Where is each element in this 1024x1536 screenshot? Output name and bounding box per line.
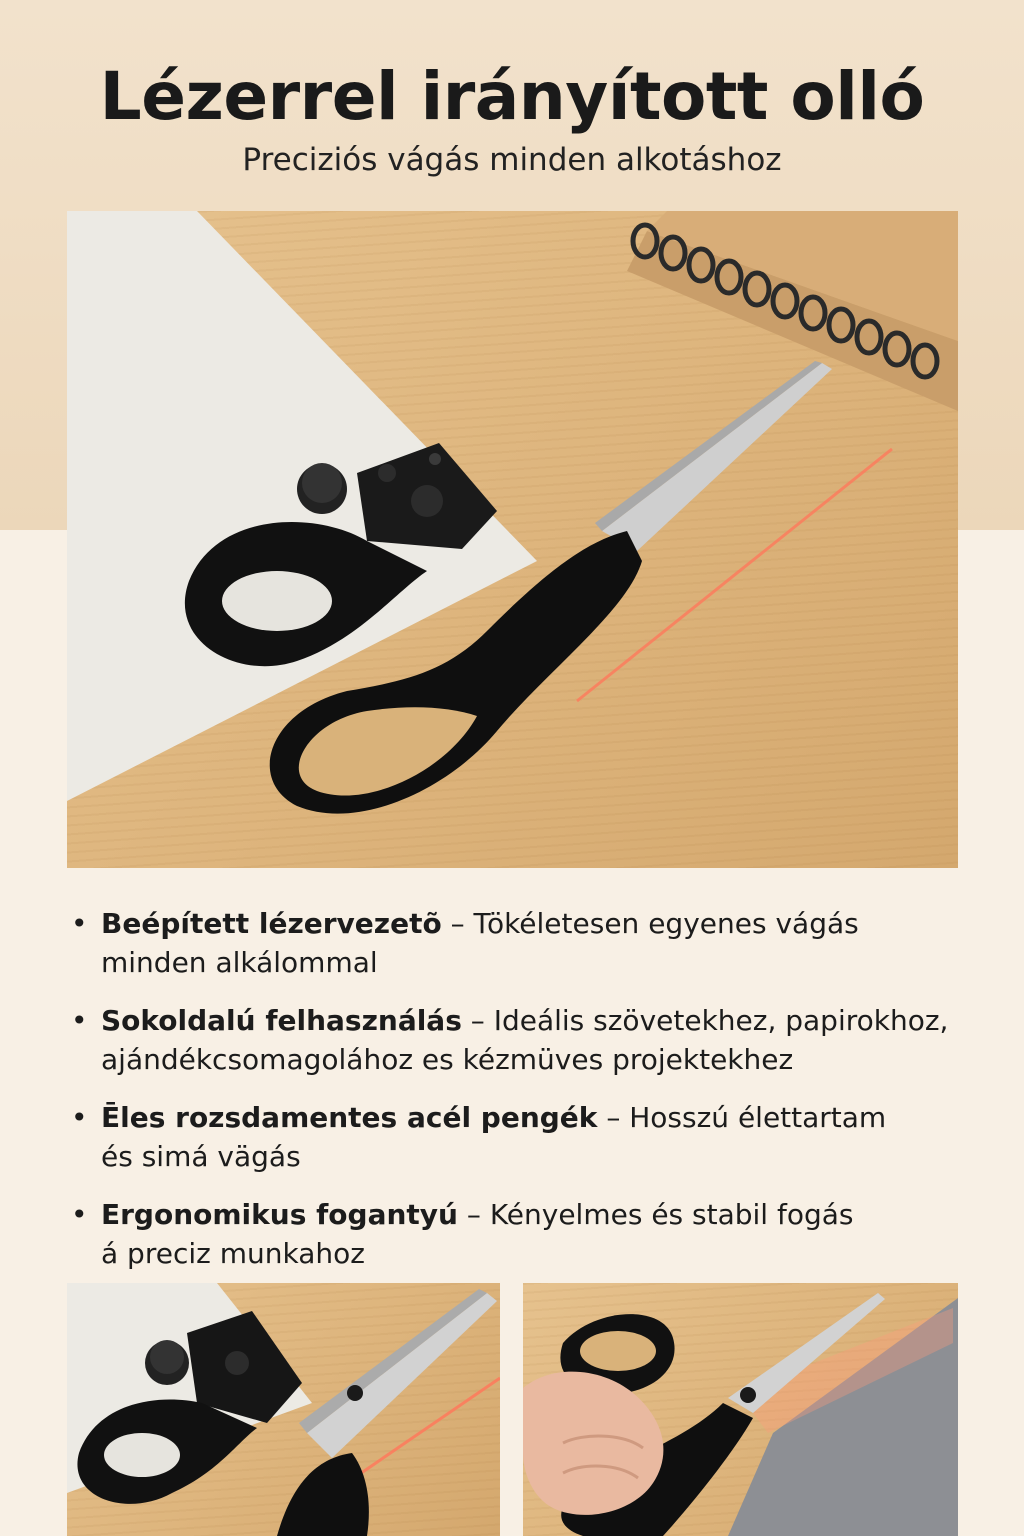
bullet-icon: •	[71, 907, 88, 940]
feature-list	[67, 904, 967, 1292]
feature-text-line2: minden alkálommal	[101, 946, 378, 979]
feature-title: Sokoldalú felhasználás	[101, 1004, 462, 1037]
page-title: Lézerrel irányított olló	[99, 58, 925, 135]
feature-title: Ergonomikus fogantyú	[101, 1198, 458, 1231]
bullet-icon: •	[71, 1198, 88, 1231]
detail-image-cutting-fabric	[523, 1283, 958, 1536]
main-product-image	[67, 211, 958, 868]
feature-item-steel-blades	[67, 1098, 967, 1176]
bullet-icon: •	[71, 1101, 88, 1134]
feature-item-versatile-use	[67, 1001, 967, 1079]
feature-title: Ēles rozsdamentes acél pengék	[101, 1101, 598, 1134]
feature-text-line1: Kényelmes és stabil fogás	[489, 1198, 854, 1231]
feature-item-ergonomic-handle	[67, 1195, 967, 1273]
feature-item-laser-guide	[67, 904, 967, 982]
bullet-icon: •	[71, 1004, 88, 1037]
feature-dash: –	[441, 907, 474, 940]
feature-dash: –	[458, 1198, 490, 1231]
feature-text-line2: és simá vägás	[101, 1140, 301, 1173]
feature-title: Beépített lézervezetõ	[101, 907, 442, 940]
feature-text-line1: Hosszú élettartam	[629, 1101, 887, 1134]
feature-dash: –	[461, 1004, 494, 1037]
page-subtitle: Preciziós vágás minden alkotáshoz	[242, 142, 782, 178]
feature-dash: –	[597, 1101, 630, 1134]
detail-image-laser-closeup	[67, 1283, 500, 1536]
feature-text-line1: Ideális szövetekhez, papirokhoz,	[493, 1004, 949, 1037]
feature-text-line2: ajándékcsomagolához es kézmüves projektekhez	[101, 1043, 794, 1076]
feature-text-line2: á preciz munkahoz	[101, 1237, 365, 1270]
feature-text-line1: Tökéletesen egyenes vágás	[473, 907, 859, 940]
